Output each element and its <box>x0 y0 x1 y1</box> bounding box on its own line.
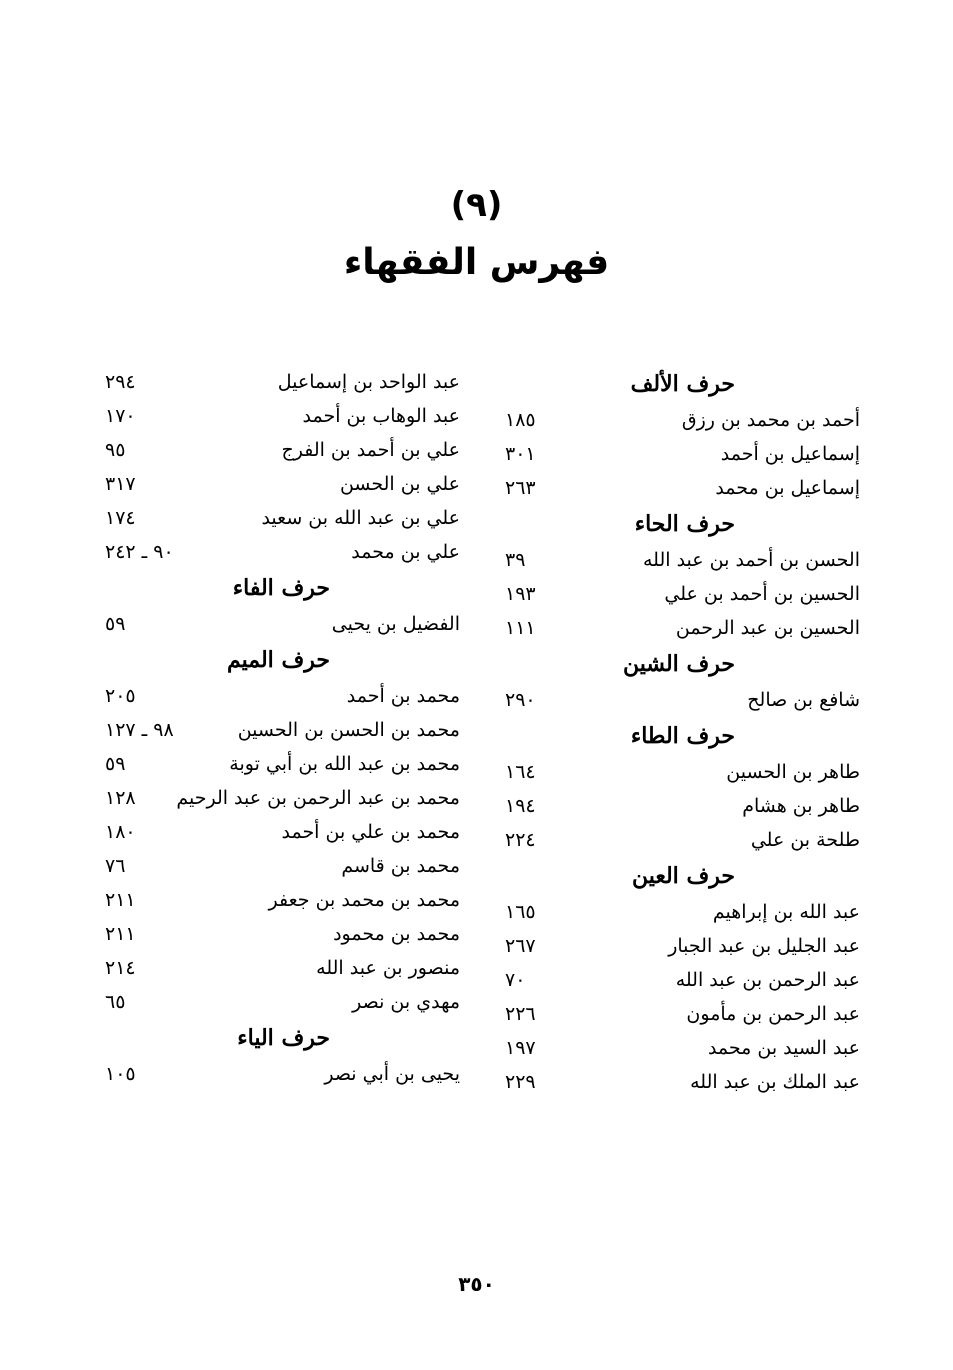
letter-heading-shin: حرف الشين <box>622 651 735 677</box>
page-ref: ٩٥ <box>105 439 126 461</box>
index-entry: عبد الواحد بن إسماعيل ٢٩٤ <box>95 365 460 399</box>
index-entry: محمد بن أحمد ٢٠٥ <box>95 679 460 713</box>
index-entry: علي بن عبد الله بن سعيد ١٧٤ <box>95 501 460 535</box>
page-ref: ٣٩ <box>505 549 526 571</box>
page-ref: ١٢٨ <box>105 787 136 809</box>
index-entry: علي بن أحمد بن الفرج ٩٥ <box>95 433 460 467</box>
index-entry: علي بن محمد ٩٠ ـ ٢٤٢ <box>95 535 460 569</box>
index-entry: عبد الملك بن عبد الله ٢٢٩ <box>490 1065 860 1099</box>
index-entry: الحسين بن عبد الرحمن ١١١ <box>490 611 860 645</box>
index-entry: محمد بن محمود ٢١١ <box>95 917 460 951</box>
index-entry: إسماعيل بن أحمد ٣٠١ <box>490 437 860 471</box>
page-ref: ١١١ <box>505 617 536 639</box>
page-ref: ٧٠ <box>505 969 526 991</box>
index-column-left <box>95 365 460 1091</box>
page-ref: ١٦٥ <box>505 901 536 923</box>
letter-heading-ta: حرف الطاء <box>630 723 735 749</box>
page-ref: ٢٢٩ <box>505 1071 536 1093</box>
letter-heading-alif: حرف الألف <box>630 371 735 397</box>
page-ref: ١٦٤ <box>505 761 536 783</box>
page-ref: ١٩٣ <box>505 583 536 605</box>
page-ref: ٢٢٦ <box>505 1003 536 1025</box>
page-ref: ٢١١ <box>105 923 136 945</box>
page-ref: ٢٩٠ <box>505 689 536 711</box>
index-entry: الحسن بن أحمد بن عبد الله ٣٩ <box>490 543 860 577</box>
page-ref: ١٩٤ <box>505 795 536 817</box>
page-ref: ٢١١ <box>105 889 136 911</box>
page-ref: ٣٠١ <box>505 443 536 465</box>
index-entry: إسماعيل بن محمد ٢٦٣ <box>490 471 860 505</box>
index-entry: يحيى بن أبي نصر ١٠٥ <box>95 1057 460 1091</box>
index-entry: عبد الرحمن بن مأمون ٢٢٦ <box>490 997 860 1031</box>
index-entry: محمد بن الحسن بن الحسين ٩٨ ـ ١٢٧ <box>95 713 460 747</box>
page-ref: ٢٢٤ <box>505 829 536 851</box>
letter-heading-mim: حرف الميم <box>226 647 330 673</box>
page-ref: ٢٩٤ <box>105 371 136 393</box>
section-number: (٩) <box>450 185 503 225</box>
index-entry: شافع بن صالح ٢٩٠ <box>490 683 860 717</box>
page-ref: ٩٠ ـ ٢٤٢ <box>105 541 174 563</box>
page-ref: ٧٦ <box>105 855 126 877</box>
page-ref: ٩٨ ـ ١٢٧ <box>105 719 174 741</box>
page-ref: ٢٦٧ <box>505 935 536 957</box>
index-entry: منصور بن عبد الله ٢١٤ <box>95 951 460 985</box>
page-ref: ١٩٧ <box>505 1037 536 1059</box>
letter-heading-ha: حرف الحاء <box>634 511 735 537</box>
page-ref: ١٨٠ <box>105 821 136 843</box>
index-entry: الحسين بن أحمد بن علي ١٩٣ <box>490 577 860 611</box>
index-entry: عبد الله بن إبراهيم ١٦٥ <box>490 895 860 929</box>
index-entry: عبد الرحمن بن عبد الله ٧٠ <box>490 963 860 997</box>
page-ref: ٥٩ <box>105 753 126 775</box>
index-entry: محمد بن محمد بن جعفر ٢١١ <box>95 883 460 917</box>
letter-heading-ya: حرف الياء <box>237 1025 330 1051</box>
page-ref: ٢٠٥ <box>105 685 136 707</box>
page-ref: ٥٩ <box>105 613 126 635</box>
index-entry: محمد بن عبد الرحمن بن عبد الرحيم ١٢٨ <box>95 781 460 815</box>
page-ref: ١٠٥ <box>105 1063 136 1085</box>
index-entry: عبد السيد بن محمد ١٩٧ <box>490 1031 860 1065</box>
index-entry: طاهر بن الحسين ١٦٤ <box>490 755 860 789</box>
index-entry: علي بن الحسن ٣١٧ <box>95 467 460 501</box>
page-ref: ١٧٤ <box>105 507 136 529</box>
letter-heading-fa: حرف الفاء <box>232 575 330 601</box>
index-entry: عبد الوهاب بن أحمد ١٧٠ <box>95 399 460 433</box>
index-entry: طلحة بن علي ٢٢٤ <box>490 823 860 857</box>
index-entry: الفضيل بن يحيى ٥٩ <box>95 607 460 641</box>
index-entry: أحمد بن محمد بن رزق ١٨٥ <box>490 403 860 437</box>
index-entry: مهدي بن نصر ٦٥ <box>95 985 460 1019</box>
page-number: ٣٥٠ <box>458 1272 495 1296</box>
letter-heading-ayn: حرف العين <box>631 863 735 889</box>
index-entry: محمد بن عبد الله بن أبي توبة ٥٩ <box>95 747 460 781</box>
page-ref: ٣١٧ <box>105 473 136 495</box>
page-ref: ١٧٠ <box>105 405 136 427</box>
index-entry: عبد الجليل بن عبد الجبار ٢٦٧ <box>490 929 860 963</box>
page-ref: ٢٦٣ <box>505 477 536 499</box>
page-ref: ٦٥ <box>105 991 126 1013</box>
page-title: فهرس الفقهاء <box>343 242 610 283</box>
index-column-right <box>490 365 860 1099</box>
index-entry: طاهر بن هشام ١٩٤ <box>490 789 860 823</box>
page-ref: ٢١٤ <box>105 957 136 979</box>
index-entry: محمد بن قاسم ٧٦ <box>95 849 460 883</box>
index-entry: محمد بن علي بن أحمد ١٨٠ <box>95 815 460 849</box>
page-ref: ١٨٥ <box>505 409 536 431</box>
